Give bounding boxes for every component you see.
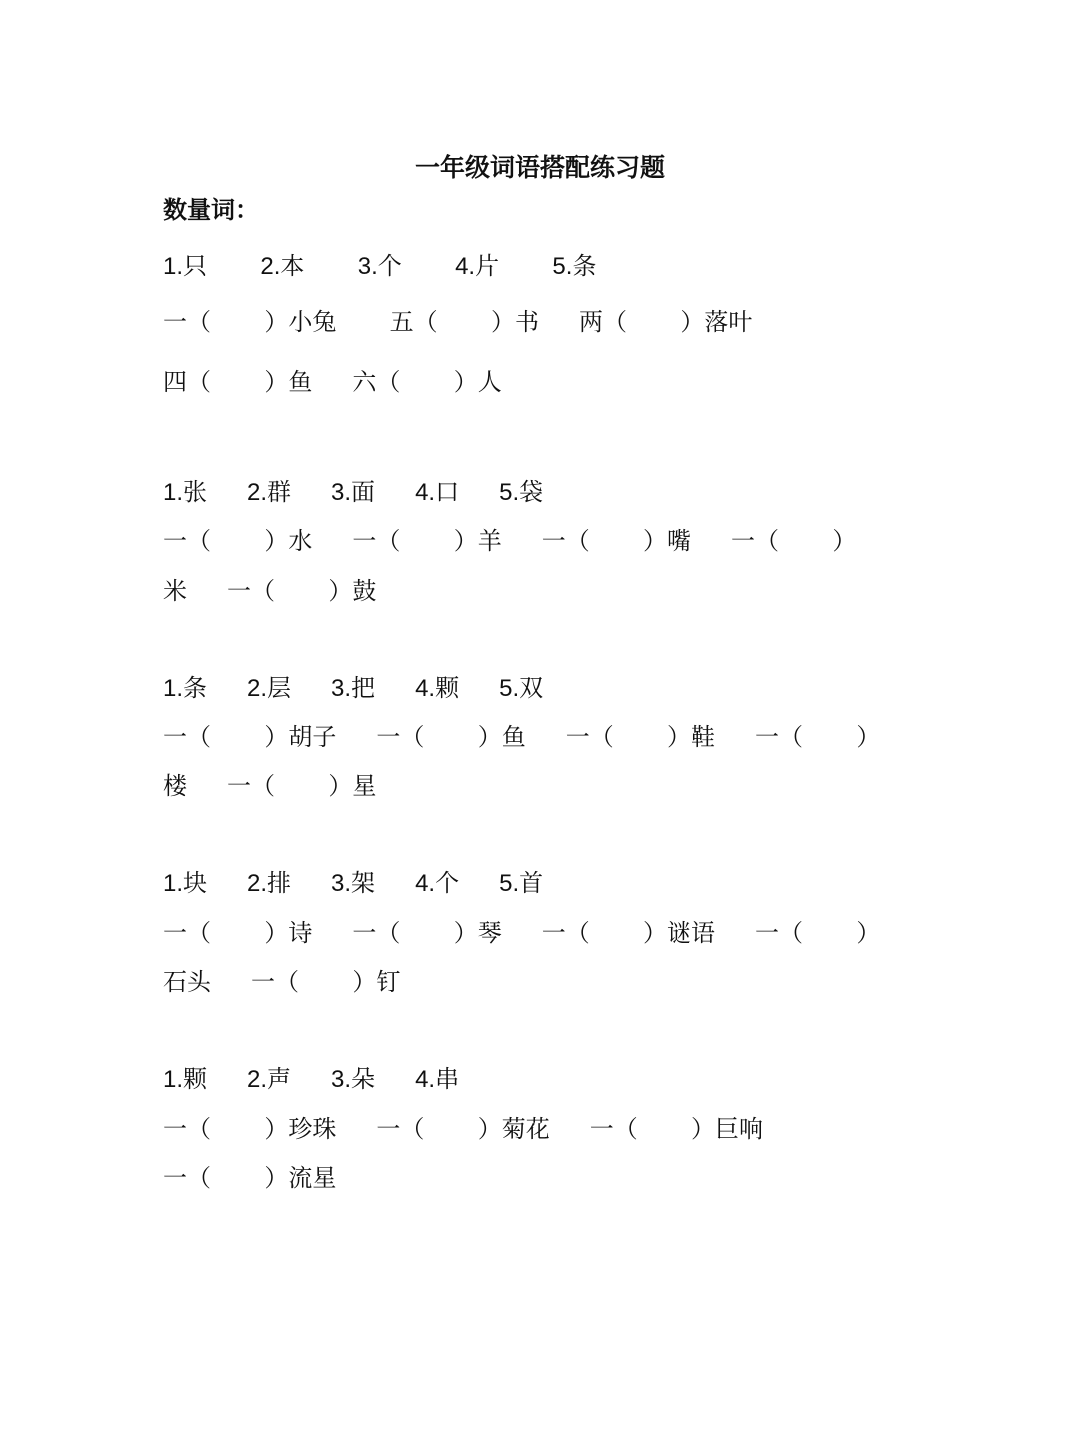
options-line: 1.条 2.层 3.把 4.颗 5.双 <box>163 675 544 702</box>
page-title: 一年级词语搭配练习题 <box>414 154 665 182</box>
exercise-line: 楼 一（ ）星 <box>163 773 377 800</box>
exercise-line: 石头 一（ ）钉 <box>163 969 401 996</box>
section-heading: 数量词： <box>163 197 259 224</box>
exercise-line: 一（ ）流星 <box>163 1165 337 1192</box>
exercise-line: 一（ ）诗 一（ ）琴 一（ ）谜语 一（ ） <box>163 920 881 947</box>
options-line: 1.块 2.排 3.架 4.个 5.首 <box>163 870 544 897</box>
options-line: 1.颗 2.声 3.朵 4.串 <box>163 1066 460 1093</box>
exercise-line: 一（ ）小兔 五（ ）书 两（ ）落叶 <box>163 309 753 336</box>
exercise-line: 一（ ）胡子 一（ ）鱼 一（ ）鞋 一（ ） <box>163 724 881 751</box>
exercise-line: 四（ ）鱼 六（ ）人 <box>163 369 502 396</box>
options-line: 1.张 2.群 3.面 4.口 5.袋 <box>163 479 544 506</box>
exercise-line: 一（ ）珍珠 一（ ）菊花 一（ ）巨响 <box>163 1116 764 1143</box>
exercise-line: 米 一（ ）鼓 <box>163 578 377 605</box>
exercise-line: 一（ ）水 一（ ）羊 一（ ）嘴 一（ ） <box>163 528 857 555</box>
options-line: 1.只 2.本 3.个 4.片 5.条 <box>163 253 597 280</box>
